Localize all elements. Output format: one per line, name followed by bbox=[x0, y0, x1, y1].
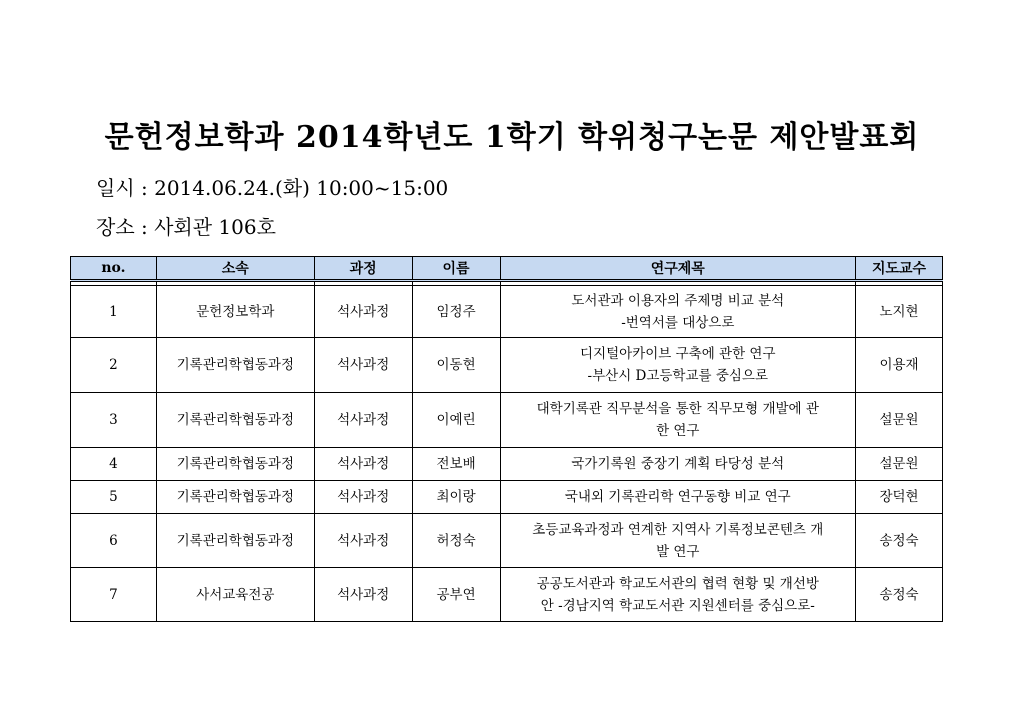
cell-topic bbox=[500, 514, 856, 568]
header-course: 과정 bbox=[314, 257, 412, 281]
cell-advisor: 송정숙 bbox=[856, 568, 943, 622]
cell-topic: 국내외 기록관리학 연구동향 비교 연구 bbox=[500, 481, 856, 514]
cell-course: 석사과정 bbox=[314, 286, 412, 338]
cell-dept: 기록관리학협동과정 bbox=[156, 514, 314, 568]
topic-line-2: -번역서를 대상으로 bbox=[621, 314, 735, 331]
header-topic: 연구제목 bbox=[500, 257, 856, 281]
cell-course: 석사과정 bbox=[314, 481, 412, 514]
header-dept: 소속 bbox=[156, 257, 314, 281]
cell-no: 3 bbox=[71, 393, 157, 448]
table-row bbox=[71, 514, 943, 568]
cell-topic: 국가기록원 중장기 계획 타당성 분석 bbox=[500, 448, 856, 481]
cell-topic bbox=[500, 338, 856, 393]
cell-advisor: 설문원 bbox=[856, 393, 943, 448]
header-name: 이름 bbox=[412, 257, 500, 281]
cell-dept: 사서교육전공 bbox=[156, 568, 314, 622]
header-advisor: 지도교수 bbox=[856, 257, 943, 281]
cell-advisor: 설문원 bbox=[856, 448, 943, 481]
place-line: 장소 : 사회관 106호 bbox=[96, 215, 276, 239]
topic-line-1: 도서관과 이용자의 주제명 비교 분석 bbox=[571, 292, 785, 309]
cell-dept: 기록관리학협동과정 bbox=[156, 393, 314, 448]
cell-topic bbox=[500, 286, 856, 338]
cell-name: 전보배 bbox=[412, 448, 500, 481]
cell-course: 석사과정 bbox=[314, 448, 412, 481]
header-no: no. bbox=[71, 257, 157, 281]
topic-line-1: 초등교육과정과 연계한 지역사 기록정보콘텐츠 개 bbox=[532, 521, 824, 538]
cell-no: 6 bbox=[71, 514, 157, 568]
table-row bbox=[71, 338, 943, 393]
cell-dept: 기록관리학협동과정 bbox=[156, 448, 314, 481]
cell-dept: 기록관리학협동과정 bbox=[156, 481, 314, 514]
table-row bbox=[71, 481, 943, 514]
cell-name: 허정숙 bbox=[412, 514, 500, 568]
cell-name: 임정주 bbox=[412, 286, 500, 338]
topic-line-2: 한 연구 bbox=[656, 423, 700, 439]
cell-topic bbox=[500, 568, 856, 622]
cell-course: 석사과정 bbox=[314, 338, 412, 393]
cell-topic bbox=[500, 393, 856, 448]
cell-no: 4 bbox=[71, 448, 157, 481]
table-row bbox=[71, 393, 943, 448]
topic-line-2: 발 연구 bbox=[656, 543, 700, 560]
cell-name: 이예린 bbox=[412, 393, 500, 448]
cell-course: 석사과정 bbox=[314, 568, 412, 622]
cell-name: 최이랑 bbox=[412, 481, 500, 514]
cell-name: 공부연 bbox=[412, 568, 500, 622]
cell-no: 5 bbox=[71, 481, 157, 514]
cell-advisor: 송정숙 bbox=[856, 514, 943, 568]
cell-course: 석사과정 bbox=[314, 514, 412, 568]
cell-advisor: 노지현 bbox=[856, 286, 943, 338]
topic-line-1: 대학기록관 직무분석을 통한 직무모형 개발에 관 bbox=[536, 401, 819, 417]
document-title: 문헌정보학과 2014학년도 1학기 학위청구논문 제안발표회 bbox=[104, 120, 920, 155]
presentation-schedule-table bbox=[70, 256, 943, 622]
cell-name: 이동현 bbox=[412, 338, 500, 393]
cell-advisor: 장덕현 bbox=[856, 481, 943, 514]
topic-line-1: 공공도서관과 학교도서관의 협력 현황 및 개선방 bbox=[536, 575, 819, 592]
cell-dept: 문헌정보학과 bbox=[156, 286, 314, 338]
cell-no: 1 bbox=[71, 286, 157, 338]
date-line: 일시 : 2014.06.24.(화) 10:00~15:00 bbox=[96, 176, 449, 200]
table-header-row bbox=[71, 257, 943, 281]
cell-dept: 기록관리학협동과정 bbox=[156, 338, 314, 393]
topic-line-2: -부산시 D고등학교를 중심으로 bbox=[587, 368, 769, 384]
cell-advisor: 이용재 bbox=[856, 338, 943, 393]
cell-no: 2 bbox=[71, 338, 157, 393]
cell-no: 7 bbox=[71, 568, 157, 622]
table-row bbox=[71, 286, 943, 338]
cell-course: 석사과정 bbox=[314, 393, 412, 448]
table-row bbox=[71, 568, 943, 622]
table-row bbox=[71, 448, 943, 481]
topic-line-1: 디지털아카이브 구축에 관한 연구 bbox=[580, 346, 776, 362]
topic-line-2: 안 -경남지역 학교도서관 지원센터를 중심으로- bbox=[540, 597, 815, 614]
